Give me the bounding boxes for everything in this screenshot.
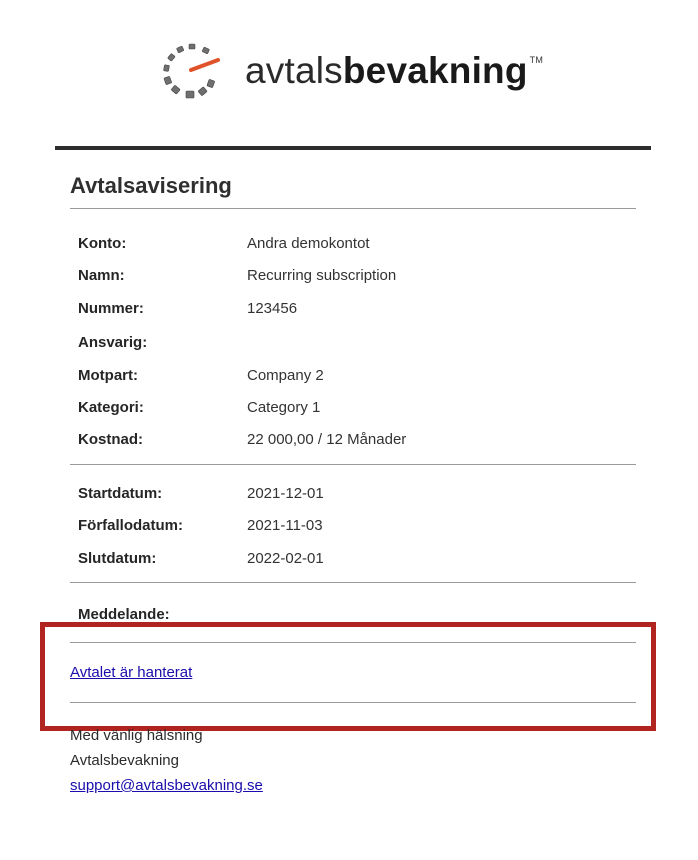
divider-title <box>70 208 636 209</box>
date-value: 2022-02-01 <box>247 549 324 567</box>
brand-logo <box>155 40 543 100</box>
contract-handled-link[interactable]: Avtalet är hanterat <box>70 664 193 681</box>
brand-wordmark <box>245 49 544 91</box>
signoff-greeting: Med vänlig hälsning <box>70 727 203 744</box>
detail-label: Konto: <box>78 234 127 252</box>
detail-row-motpart <box>78 365 324 385</box>
message-label: Meddelande: <box>78 605 170 623</box>
header-divider <box>55 146 651 150</box>
date-row-end <box>78 548 324 568</box>
date-value: 2021-11-03 <box>247 516 323 534</box>
divider-message <box>70 642 636 643</box>
date-row-due <box>78 515 323 535</box>
divider-details <box>70 464 636 465</box>
trademark-mark: TM <box>529 54 544 65</box>
signoff-company: Avtalsbevakning <box>70 752 179 769</box>
date-label: Slutdatum: <box>78 549 157 567</box>
date-value: 2021-12-01 <box>247 484 324 502</box>
detail-label: Motpart: <box>78 366 138 384</box>
support-email-link[interactable]: support@avtalsbevakning.se <box>70 777 263 794</box>
detail-label: Kostnad: <box>78 430 143 448</box>
message-row <box>78 604 247 624</box>
detail-row-namn <box>78 265 396 285</box>
detail-row-kostnad <box>78 429 406 449</box>
detail-value: Category 1 <box>247 398 321 416</box>
divider-action <box>70 702 636 703</box>
detail-label: Ansvarig: <box>78 333 148 351</box>
detail-value: Andra demokontot <box>247 234 370 252</box>
gauge-logo-icon <box>155 40 235 100</box>
detail-row-ansvarig <box>78 332 247 352</box>
detail-value: Recurring subscription <box>247 266 397 284</box>
detail-label: Kategori: <box>78 398 144 416</box>
signoff-email-wrap <box>70 777 263 794</box>
date-label: Startdatum: <box>78 484 163 502</box>
detail-row-kategori <box>78 397 320 417</box>
date-label: Förfallodatum: <box>78 516 183 534</box>
divider-dates <box>70 582 636 583</box>
brand-wordmark-light: avtals <box>245 49 343 91</box>
detail-label: Nummer: <box>78 299 144 317</box>
date-row-start <box>78 483 324 503</box>
detail-value: Company 2 <box>247 366 324 384</box>
detail-value: 123456 <box>247 299 298 317</box>
detail-label: Namn: <box>78 266 125 284</box>
detail-row-konto <box>78 233 370 253</box>
brand-wordmark-bold: bevakning <box>342 49 528 91</box>
page-title: Avtalsavisering <box>70 173 232 198</box>
detail-row-nummer <box>78 298 297 318</box>
detail-value: 22 000,00 / 12 Månader <box>247 430 407 448</box>
